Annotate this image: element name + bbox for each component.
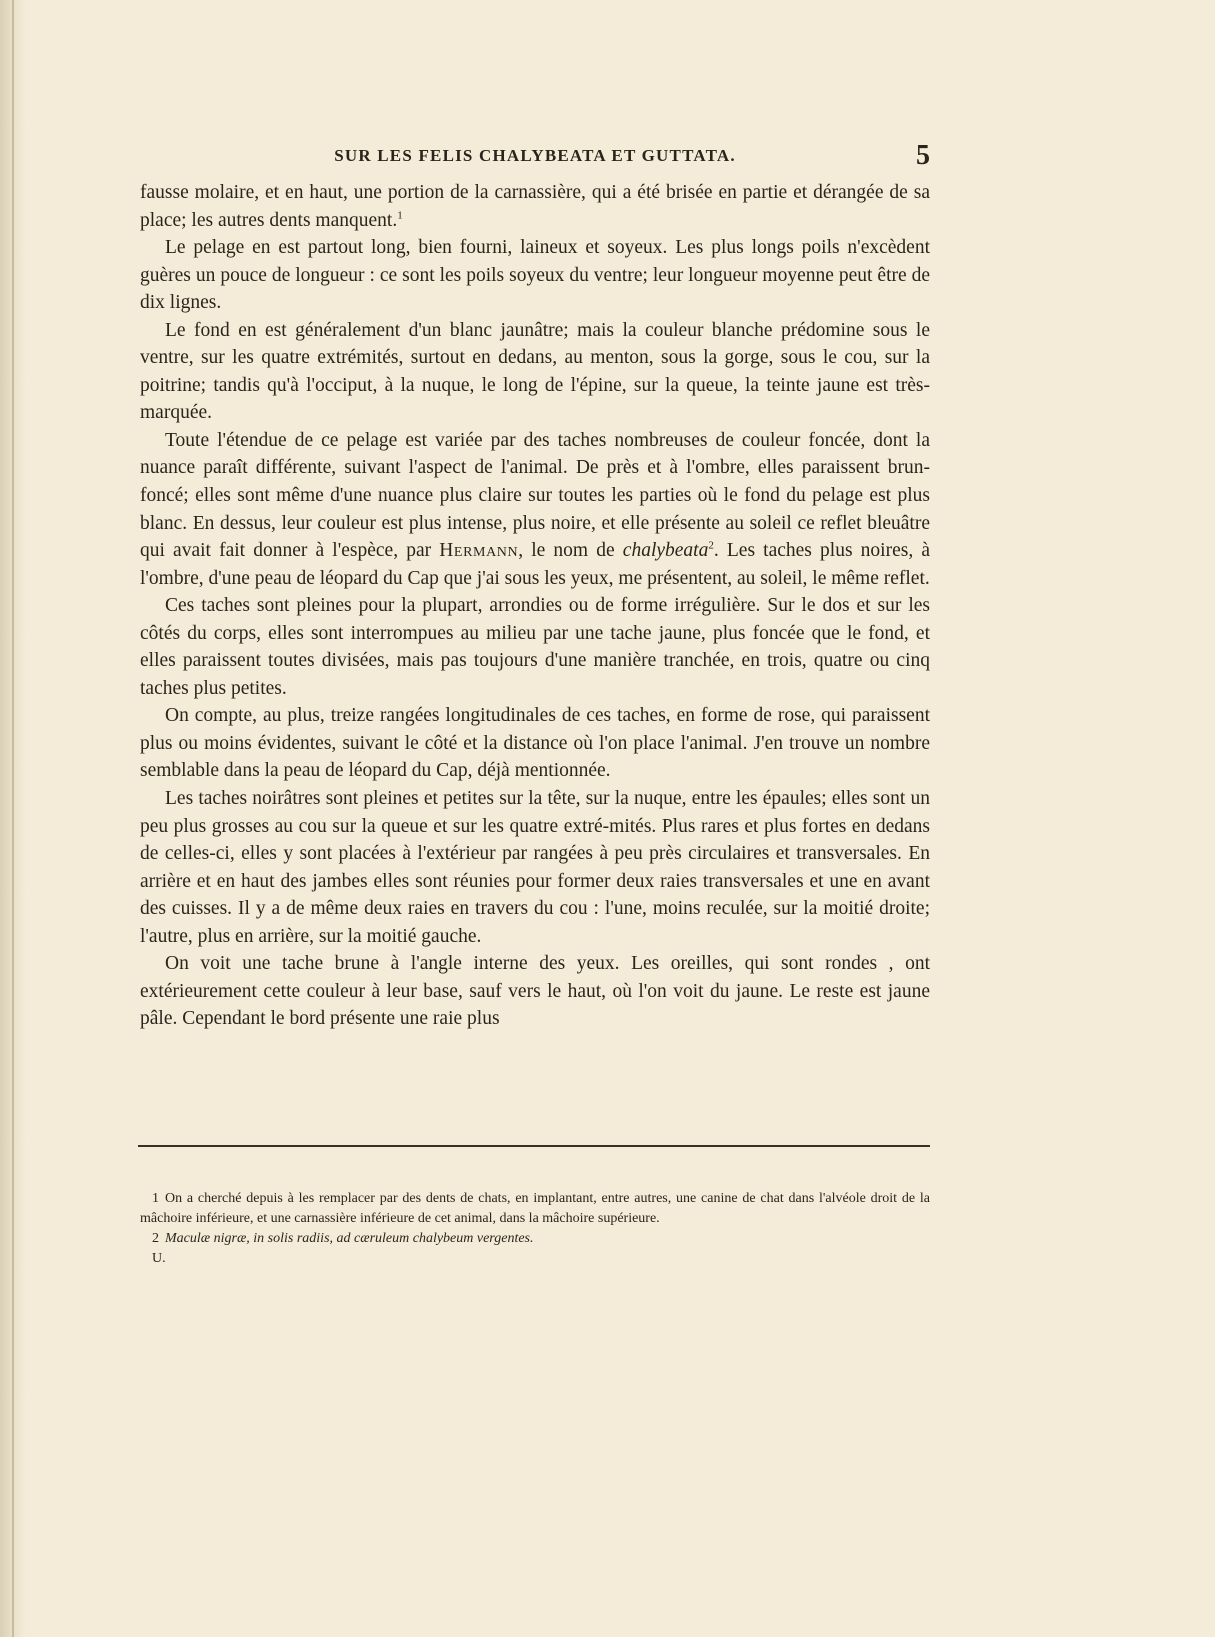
paragraph-7: Les taches noirâtres sont pleines et petites sur la tête, sur la nuque, entre les épaules; elles sont un peu plus grosses au cou sur la queue et sur les quatre extré-mités. Plus rares et plus fortes en dedans de celles-ci, elles y sont placées à l'extérieur par rangées à peu près circulaires et transversales. En arrière et en haut des jambes elles sont réunies pour former deux raies transversales et une en avant des cuisses. Il y a de même deux raies en travers du cou : l'une, moins reculée, sur la moitié droite; l'autre, plus en arrière, sur la moitié gauche. — [140, 788, 930, 947]
gutter-line — [12, 0, 14, 1637]
footnotes — [140, 1189, 930, 1269]
footnote-rule — [138, 1145, 930, 1147]
footnote-2-text: Maculæ nigræ, in solis radiis, ad cæruleum chalybeum vergentes. — [165, 1231, 534, 1246]
paragraph-5: Ces taches sont pleines pour la plupart, arrondies ou de forme irrégulière. Sur le dos et sur les côtés du corps, elles sont interrompues au milieu par une tache jaune, plus foncée que le fond, et elles paraissent toutes divisées, mais pas toujours d'une manière tranchée, en trois, quatre ou cinq taches plus petites. — [140, 595, 930, 699]
paragraph-4-text-a: Toute l'étendue de ce pelage est variée par des taches nombreuses de couleur foncée, dont la nuance paraît différente, suivant l'aspect de l'animal. De près et à l'ombre, elles paraissent brun-foncé; elles sont même d'une nuance plus claire sur toutes les parties où le fond du pelage est plus blanc. En dessus, leur couleur est plus intense, plus noire, et elle présente au soleil ce reflet bleuâtre qui avait fait donner à l'espèce, par — [140, 429, 930, 562]
running-title: SUR LES FELIS CHALYBEATA ET GUTTATA. — [334, 146, 736, 165]
paragraph-8: On voit une tache brune à l'angle interne des yeux. Les oreilles, qui sont rondes , ont extérieurement cette couleur à leur base, sauf vers le haut, où l'on voit du jaune. Le reste est jaune pâle. Cependant le bord présente une raie plus — [140, 953, 930, 1030]
running-head — [140, 140, 930, 174]
footnote-2-number: 2 — [152, 1231, 159, 1246]
footnote-ref-2: 2 — [708, 539, 714, 552]
footnote-ref-1: 1 — [397, 209, 403, 222]
paragraph-1-text: fausse molaire, et en haut, une portion de la carnassière, qui a été brisée en partie et dérangée de sa place; les autres dents manquent. — [140, 182, 930, 231]
footnote-2 — [140, 1229, 930, 1249]
paragraph-4 — [140, 427, 930, 592]
footnote-1-number: 1 — [152, 1191, 159, 1206]
author-name: Hermann — [439, 540, 519, 562]
page-number: 5 — [916, 140, 930, 171]
paragraph-4-text-b: , le nom de — [518, 540, 615, 562]
paragraph-1 — [140, 179, 930, 234]
footnote-1 — [140, 1189, 930, 1229]
species-name: chalybeata — [622, 540, 709, 562]
footnote-2-signature-line — [140, 1249, 930, 1269]
paragraph-6: On compte, au plus, treize rangées longitudinales de ces taches, en forme de rose, qui paraissent plus ou moins évidentes, suivant le côté et la distance où l'on place l'animal. J'en trouve un nombre semblable dans la peau de léopard du Cap, déjà mentionnée. — [140, 705, 930, 782]
body-text — [140, 179, 930, 1033]
footnote-1-text: On a cherché depuis à les remplacer par des dents de chats, en implantant, entre autres, une canine de chat dans l'alvéole droit de la mâchoire inférieure, et une carnassière inférieure de cet animal, dans la mâchoire supérieure. — [140, 1191, 930, 1226]
paragraph-3: Le fond en est généralement d'un blanc jaunâtre; mais la couleur blanche prédomine sous le ventre, sur les quatre extrémités, surtout en dedans, au menton, sous la gorge, sous le cou, sur la poitrine; tandis qu'à l'occiput, à la nuque, le long de l'épine, sur la queue, la teinte jaune est très-marquée. — [140, 319, 930, 424]
footnote-2-signature: U. — [152, 1251, 166, 1266]
paragraph-4-text-c: . Les taches plus noires, à l'ombre, d'une peau de léopard du Cap que j'ai sous les yeux, me présentent, au soleil, le même reflet. — [140, 540, 931, 589]
paragraph-2: Le pelage en est partout long, bien fourni, laineux et soyeux. Les plus longs poils n'excèdent guères un pouce de longueur : ce sont les poils soyeux du ventre; leur longueur moyenne peut être de dix lignes. — [140, 237, 930, 314]
